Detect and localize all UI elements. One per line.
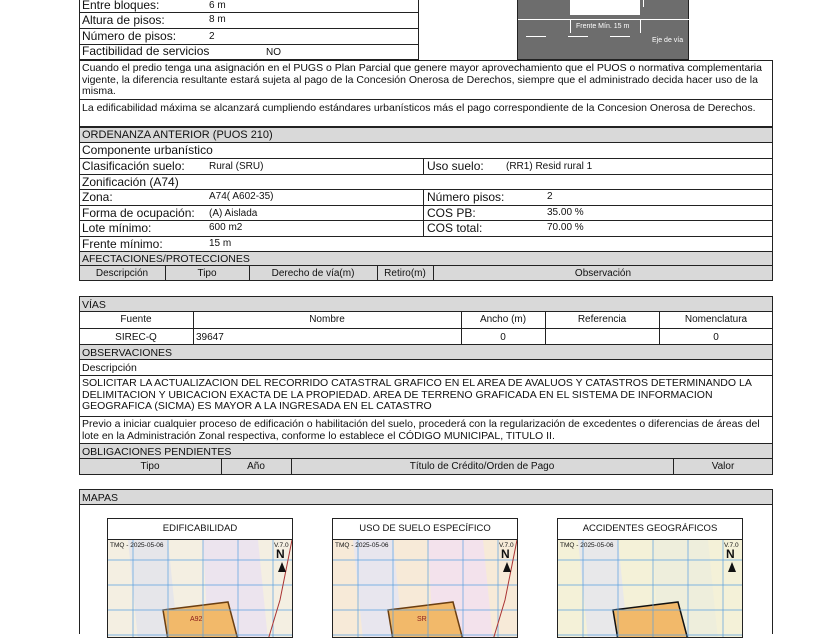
map-canvas	[108, 540, 293, 638]
frente-diagram	[517, 0, 689, 60]
vias-col-fuente: Fuente	[120, 314, 152, 325]
factibilidad-value: NO	[266, 47, 281, 58]
zonificacion: Zonificación (A74)	[82, 175, 179, 189]
altura-pisos-value: 8 m	[209, 14, 226, 25]
mapas-header-text: MAPAS	[82, 492, 118, 504]
observaciones-desc-label: Descripción	[82, 362, 137, 374]
map-title: EDIFICABILIDAD	[108, 519, 292, 540]
numero-pisos-label: Número de pisos:	[82, 29, 177, 43]
ordenanza-header	[79, 127, 773, 143]
forma-value: (A) Aislada	[209, 208, 258, 219]
altura-pisos-label: Altura de pisos:	[82, 13, 165, 27]
cospb-label: COS PB:	[427, 206, 476, 220]
vias-header-text: VÍAS	[82, 299, 106, 311]
map-title: USO DE SUELO ESPECÍFICO	[333, 519, 517, 540]
map-version: V.7.0	[499, 542, 514, 549]
lote-value: 600 m2	[209, 222, 243, 233]
factibilidad-label: Factibilidad de servicios	[82, 44, 210, 58]
componente-urbanistico: Componente urbanístico	[82, 143, 213, 157]
map-title: ACCIDENTES GEOGRÁFICOS	[558, 519, 742, 540]
oblig-col-anio: Año	[247, 461, 265, 472]
pugs-note: Cuando el predio tenga una asignación en el PUGS o Plan Parcial que genere mayor aprovechamiento que el PUOS o normativa complementaria vigente, la diferencia resultante estará sujeta al pago de la Concesión Onerosa de Derechos, siempre que el administrado decida hacer uso de la misma.	[82, 62, 762, 98]
pisos-value: 2	[547, 191, 553, 202]
afectaciones-header-text: AFECTACIONES/PROTECCIONES	[82, 253, 250, 265]
vias-col-nombre: Nombre	[309, 314, 345, 325]
vias-col-nomenclatura: Nomenclatura	[684, 314, 748, 325]
cospb-value: 35.00 %	[547, 207, 584, 218]
afect-col-retiro: Retiro(m)	[384, 268, 426, 279]
costotal-value: 70.00 %	[547, 222, 584, 233]
map-zone-label: SR	[417, 616, 427, 623]
map-zone-label: A92	[190, 616, 203, 623]
forma-label: Forma de ocupación:	[82, 206, 195, 220]
map-north: N	[276, 547, 285, 561]
observacion-2: Previo a iniciar cualquier proceso de edificación o habilitación del suelo, procederá con la regularización de excedentes o diferencias de áreas del lote en la Administración Zonal respectiva, conforme lo establece el CÓDIGO MUNICIPAL, TITULO II.	[82, 418, 760, 442]
afect-col-observacion: Observación	[574, 268, 632, 279]
oblig-col-valor: Valor	[711, 461, 735, 472]
map-accidentes[interactable]	[557, 518, 743, 638]
map-north: N	[726, 547, 735, 561]
observaciones-header	[79, 344, 773, 360]
map-version: V.7.0	[724, 542, 739, 549]
oblig-col-titulo: Título de Crédito/Orden de Pago	[409, 461, 555, 472]
observacion-1: SOLICITAR LA ACTUALIZACION DEL RECORRIDO CATASTRAL GRAFICO EN EL AREA DE AVALUOS Y CATASTROS DETERMINANDO LA DELIMITACION Y UBICACION EXACTA DE LA PROPIEDAD. AREA DE TERRENO GRAFICADA EN EL SISTEMA DE INFORMACION GEOGRAFICA (SICMA) ES MAYOR A LA INGRESADA EN EL CATASTRO	[82, 377, 752, 413]
map-canvas	[558, 540, 743, 638]
edificabilidad-note: La edificabilidad máxima se alcanzará cumpliendo estándares urbanísticos más el pago correspondiente de la Concesion Onerosa de Derechos.	[82, 102, 756, 114]
map-uso-suelo[interactable]	[332, 518, 518, 638]
map-date: TMQ - 2025-05-06	[110, 542, 164, 549]
afect-col-tipo: Tipo	[197, 268, 217, 279]
entre-bloques-value: 6 m	[209, 0, 226, 11]
ordenanza-header-text: ORDENANZA ANTERIOR (PUOS 210)	[82, 129, 273, 141]
uso-label: Uso suelo:	[427, 159, 484, 173]
vias-cell-nombre: 39647	[196, 332, 224, 343]
zona-label: Zona:	[82, 190, 113, 204]
observaciones-desc-row	[79, 359, 773, 376]
lote-label: Lote mínimo:	[82, 221, 152, 235]
numero-pisos-value: 2	[209, 31, 215, 42]
frente-min-value: 15 m	[209, 238, 232, 249]
eje-label: Eje de vía	[652, 37, 684, 44]
clasificacion-value: Rural (SRU)	[209, 161, 264, 172]
map-date: TMQ - 2025-05-06	[335, 542, 389, 549]
zona-value: A74( A602-35)	[209, 191, 274, 202]
afect-col-derecho: Derecho de vía(m)	[271, 268, 355, 279]
frente-label: Frente Mín. 15 m	[576, 23, 630, 30]
entre-bloques-label: Entre bloques:	[82, 0, 160, 12]
clasificacion-label: Clasificación suelo:	[82, 159, 185, 173]
map-date: TMQ - 2025-05-06	[560, 542, 614, 549]
vias-cell-ancho: 0	[500, 332, 506, 343]
map-canvas	[333, 540, 518, 638]
observaciones-header-text: OBSERVACIONES	[82, 347, 173, 359]
costotal-label: COS total:	[427, 221, 483, 235]
vias-cell-nomenclatura: 0	[713, 332, 719, 343]
afectaciones-header	[79, 251, 773, 266]
afect-col-descripcion: Descripción	[95, 268, 149, 279]
vias-col-ancho: Ancho (m)	[479, 314, 527, 325]
uso-value: (RR1) Resid rural 1	[506, 161, 593, 172]
obligaciones-header-text: OBLIGACIONES PENDIENTES	[82, 446, 232, 458]
vias-col-referencia: Referencia	[577, 314, 627, 325]
map-edificabilidad[interactable]	[107, 518, 293, 638]
mapas-header	[79, 489, 773, 505]
vias-cell-fuente: SIREC-Q	[115, 332, 157, 343]
map-version: V.7.0	[274, 542, 289, 549]
pisos-label: Número pisos:	[427, 190, 505, 204]
vias-header	[79, 296, 773, 312]
frente-min-label: Frente mínimo:	[82, 237, 163, 251]
oblig-col-tipo: Tipo	[140, 461, 160, 472]
map-north: N	[501, 547, 510, 561]
obligaciones-header	[79, 443, 773, 459]
